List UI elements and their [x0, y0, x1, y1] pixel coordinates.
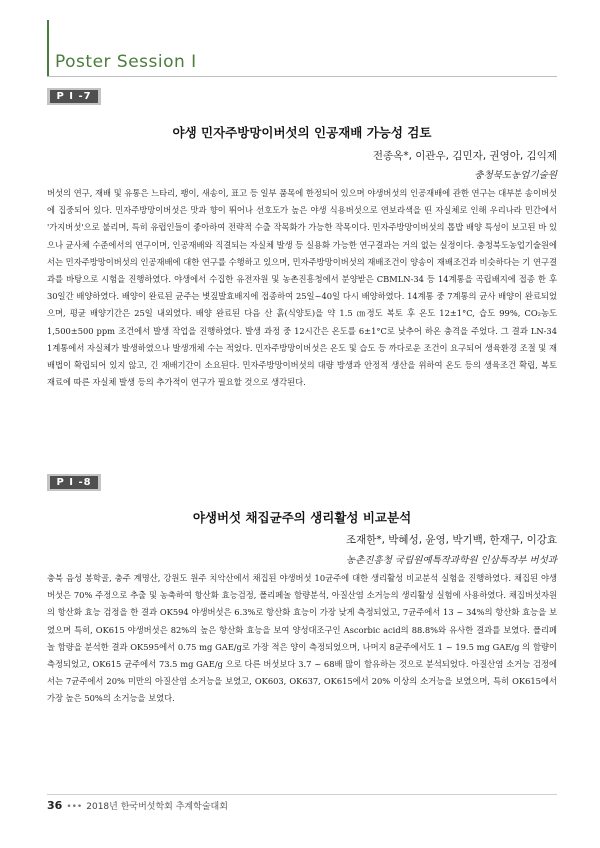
abstract-authors: 전종옥*, 이관우, 김민자, 권영아, 김익제: [372, 150, 557, 162]
abstract-code-badge: [47, 474, 101, 491]
abstract-authors: 조재한*, 박혜성, 윤영, 박기백, 한재구, 이강효: [345, 534, 557, 546]
page-footer: [47, 799, 228, 812]
abstract-affiliation: 충청북도농업기술원: [474, 170, 557, 181]
section-title: Poster Session I: [55, 52, 197, 72]
footer-dots: •••: [66, 802, 83, 812]
abstract-code: P I -7: [50, 90, 98, 103]
header-divider: [47, 76, 557, 77]
abstract-title: 야생 민자주방망이버섯의 인공재배 가능성 검토: [172, 125, 432, 140]
conference-name: 2018년 한국버섯학회 추계학술대회: [86, 802, 228, 812]
footer-divider: [47, 794, 557, 795]
page-number: 36: [47, 799, 63, 812]
abstract-code: P I -8: [50, 476, 98, 489]
abstract-body: 충북 음성 봉학골, 충주 계명산, 강원도 원주 치악산에서 채집된 야생버섯 10균주에 대한 생리활성 비교분석 실험을 진행하였다. 채집된 야생버섯은 70% 주정으로 추출 및 농축하여 항산화 효능검정, 폴리페놀 함량분석, 아질산염 소거능의 생리활성 실험에 사용하였다. 채집버섯자원의 항산화 효능 검정을 한 결과 OK594 야생버섯은 6.3%로 항산화 효능이 가장 낮게 측정되었고, 7균주에서 13 ~ 34%의 항산화 효능을 보였으며 특히, OK615 야생버섯은 82%의 높은 항산화 효능을 보여 양성대조구인 Ascorbic acid의 88.8%와 유사한 결과를 보였다. 폴리페놀 함량을 분석한 결과 OK595에서 0.75 mg GAE/g로 가장 적은 양이 측정되었으며, 나머지 8균주에서도 1 ~ 19.5 mg GAE/g 의 함량이 측정되었고, OK615 균주에서 73.5 mg GAE/g 으로 다른 버섯보다 3.7 ~ 68배 많이 함유하는 것으로 분석되었다. 아질산염 소거능 검정에서는 7균주에서 20% 미만의 아질산염 소거능을 보였고, OK603, OK637, OK615에서 20% 이상의 소거능을 보였으며, 특히 OK615에서 가장 높은 50%의 소거능을 보였다.: [47, 573, 557, 704]
abstract-title: 야생버섯 채집균주의 생리활성 비교분석: [192, 510, 412, 525]
abstract-body: 버섯의 연구, 재배 및 유통은 느타리, 팽이, 새송이, 표고 등 일부 품목에 한정되어 있으며 야생버섯의 인공재배에 관한 연구는 대부분 송이버섯에 집중되어 있다. 민자주방망이버섯은 맛과 향이 뛰어나 선호도가 높은 야생 식용버섯으로 연보라색을 띤 자실체로 인해 우리나라 민간에서 '가지버섯'으로 불리며, 특히 유럽인들이 좋아하여 전략적 수출 작목화가 가능한 작목이다. 민자주방망이버섯의 톱밥 배양 특성이 보고된 바 있으나 균사체 수준에서의 연구이며, 인공재배와 직결되는 자실체 발생 등 실용화 가능한 연구결과는 거의 없는 실정이다. 충청북도농업기술원에서는 민자주방망이버섯의 인공재배에 대한 연구를 수행하고 있으며, 민자주방망이버섯의 재배조건이 양송이 재배조건과 비슷하다는 기 연구결과를 바탕으로 시험을 진행하였다. 야생에서 수집한 유전자원 및 농촌진흥청에서 분양받은 CBMLN-34 등 14계통을 곡립배지에 접종 한 후 30일간 배양하였다. 배양이 완료된 균주는 볏짚발효배지에 접종하여 25일~40일 다시 배양하였다. 14계통 중 7계통의 균사 배양이 완료되었으며, 평균 배양기간은 25일 내외였다. 배양 완료된 다음 산 흙(식양토)을 약 1.5 ㎝정도 복토 후 온도 12±1°C, 습도 99%, CO₂농도 1,500±500 ppm 조건에서 발생 작업을 진행하였다. 발생 과정 중 12시간은 온도를 6±1°C로 낮추어 하온 충격을 주었다. 그 결과 LN-34 1계통에서 자실체가 발생하였으나 발생개체 수는 적었다. 민자주방망이버섯은 온도 및 습도 등 까다로운 조건이 요구되어 생육환경 조절 및 재배법이 확립되어 있지 않고, 긴 재배기간이 소요된다. 민자주방망이버섯의 대량 방생과 안정적 생산을 위하여 온도 등의 생육조건 확립, 복토 재료에 따른 자실체 발생 등의 추가적이 연구가 필요할 것으로 생각된다.: [47, 188, 557, 388]
header-accent-bar: [47, 20, 49, 76]
abstract-affiliation: 농촌진흥청 국립원예특작과학원 인삼특작부 버섯과: [346, 555, 557, 566]
abstract-code-badge: [47, 88, 101, 105]
